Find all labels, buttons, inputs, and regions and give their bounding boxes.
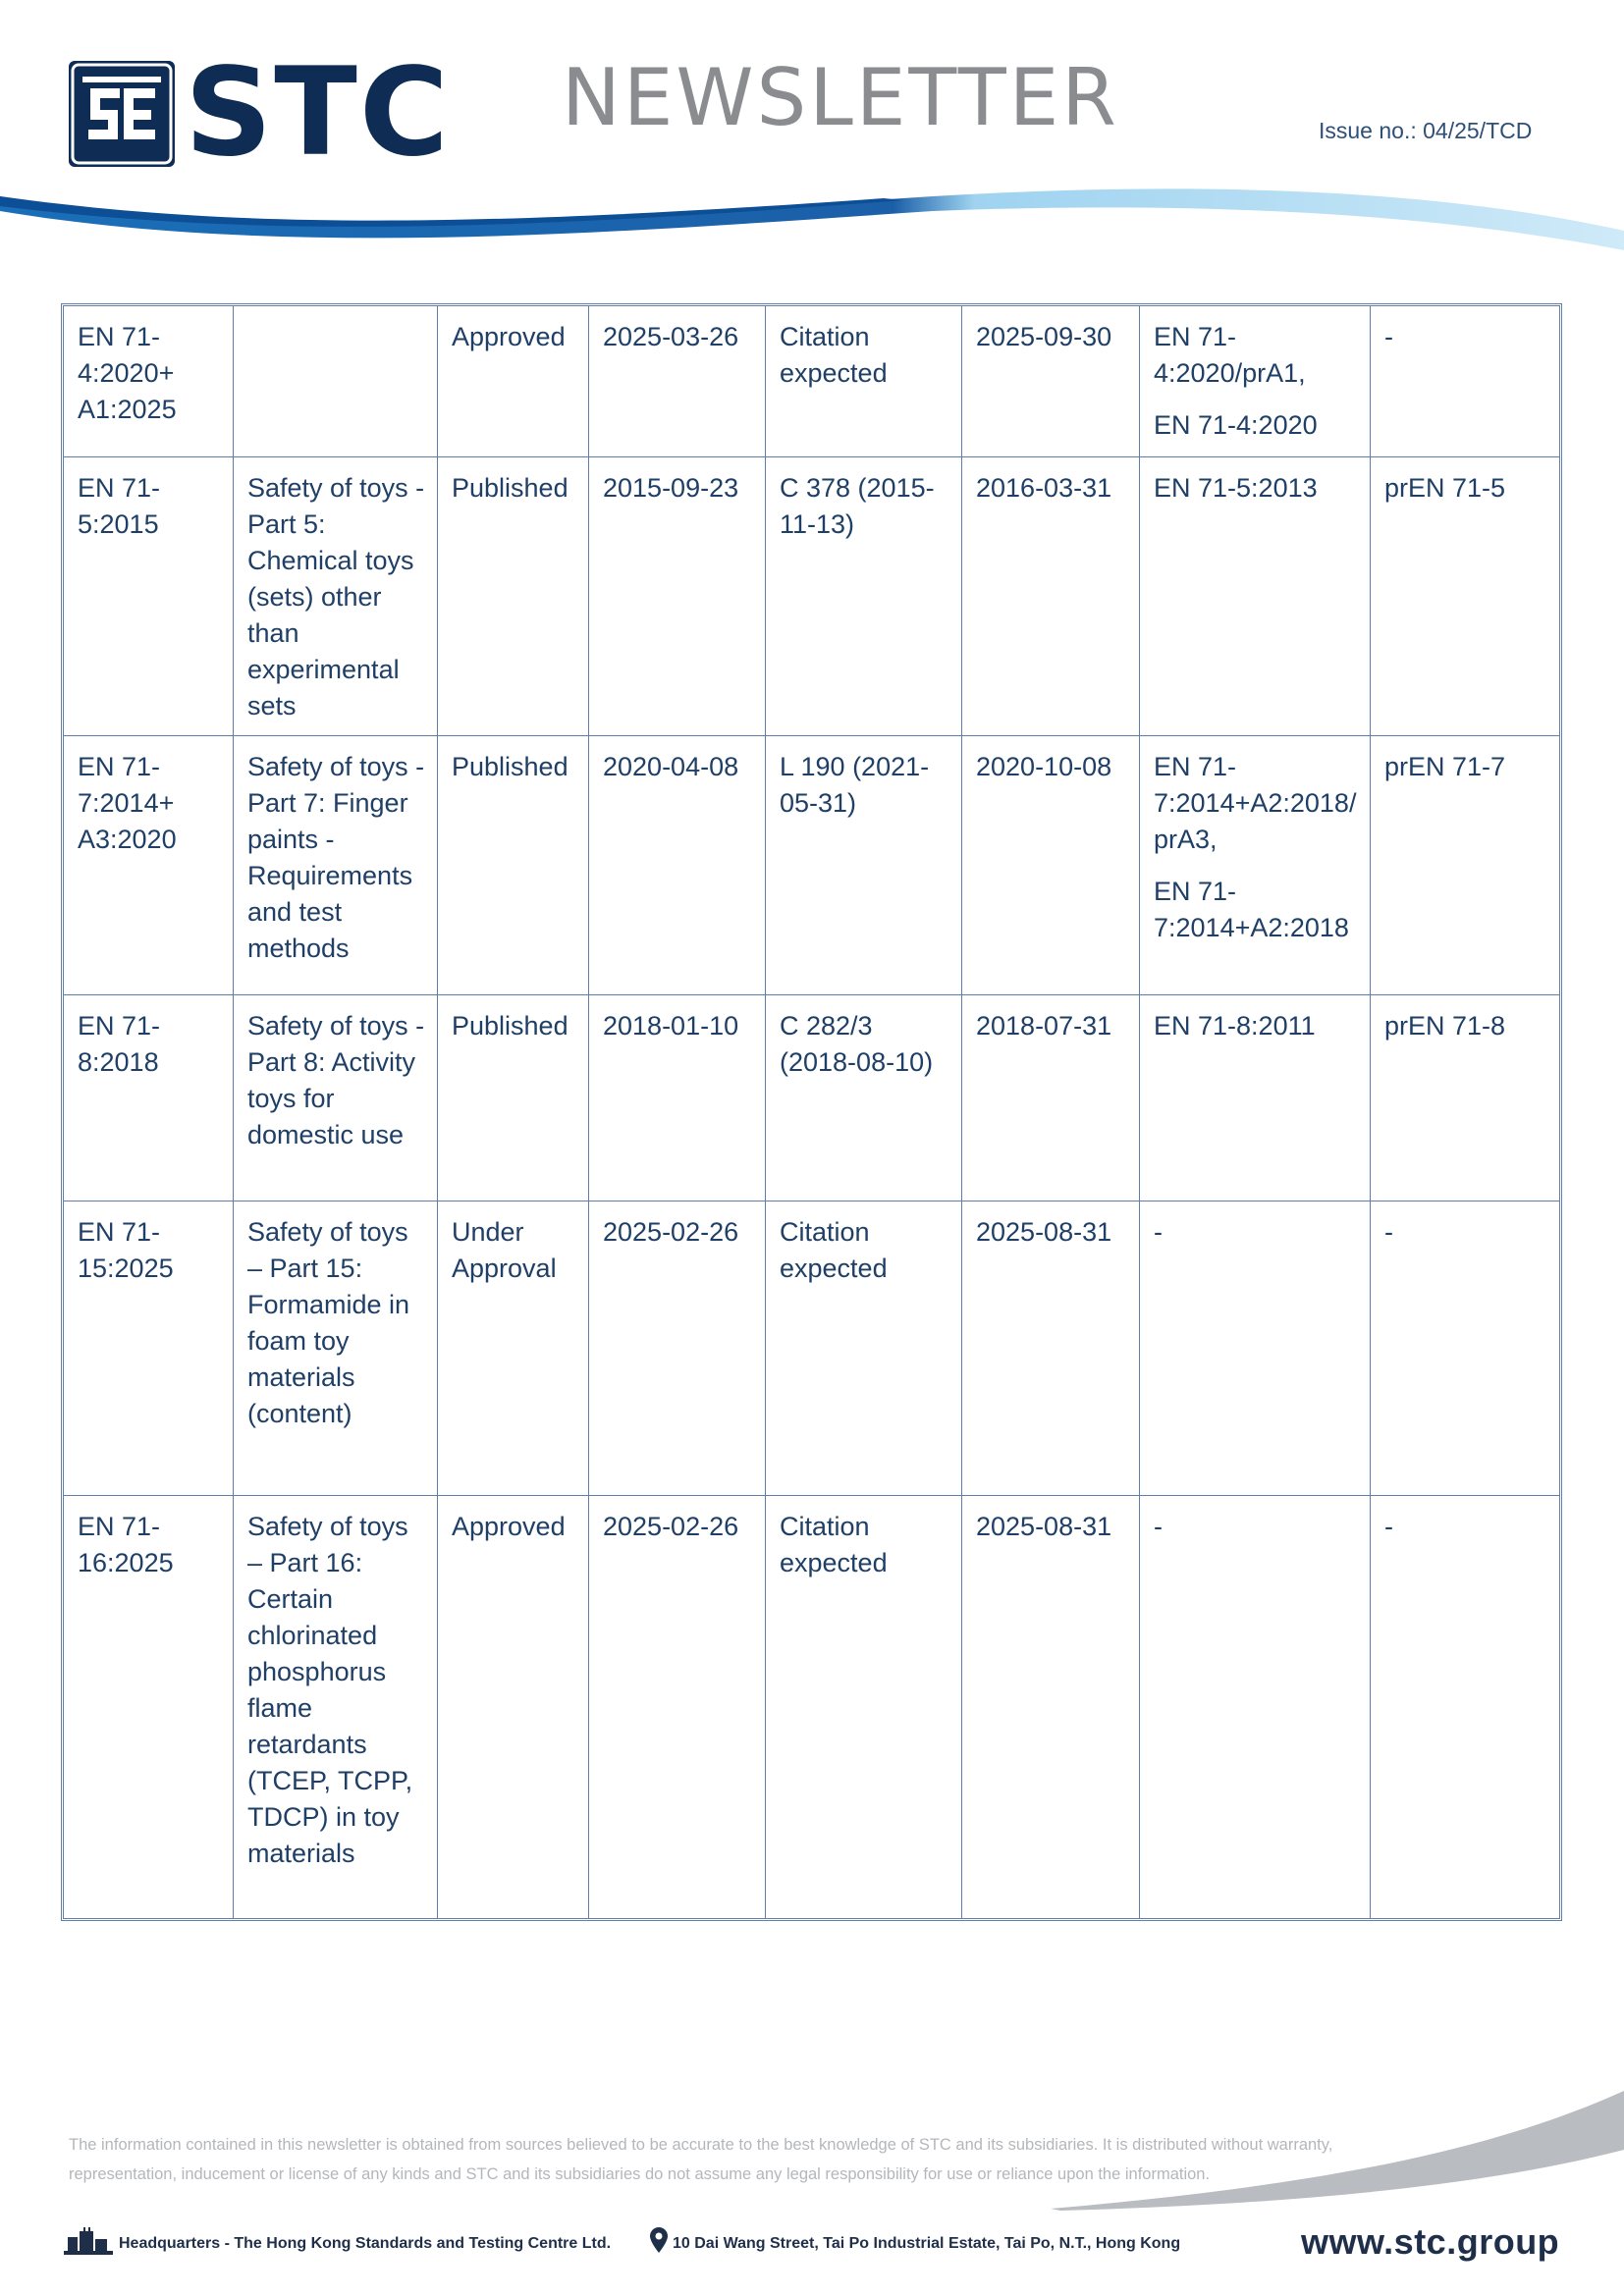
standard-cell: EN 71-5:2015 [64, 457, 234, 736]
table-row [64, 457, 1559, 736]
location-pin-icon [650, 2227, 668, 2258]
status-cell: Published [438, 457, 589, 736]
supersedes-line: EN 71-8:2011 [1154, 1011, 1316, 1041]
date-cell: 2025-03-26 [589, 306, 766, 457]
standards-table [61, 303, 1562, 1921]
supersedes-line: EN 71-7:2014+A2:2018 [1154, 877, 1349, 942]
disclaimer-text: The information contained in this newsletter is obtained from sources believed to be accurate to the best knowledge of STC and its subsidiaries. It is distributed without warranty, representation, inducement or license of any kinds and STC and its subsidiaries do not assume any legal responsibility for use or reliance upon the information. [69, 2136, 1333, 2183]
supersedes-line: EN 71-7:2014+A2:2018/prA3, [1154, 752, 1357, 854]
brand-name: STC [185, 42, 451, 184]
dow-cell: 2025-08-31 [962, 1201, 1140, 1496]
date-cell: 2020-04-08 [589, 736, 766, 995]
supersedes-cell [1140, 457, 1371, 736]
date-cell: 2025-02-26 [589, 1201, 766, 1496]
supersedes-cell [1140, 1201, 1371, 1496]
title-cell: Safety of toys – Part 15: Formamide in foam toy materials (content) [234, 1201, 438, 1496]
supersedes-cell [1140, 995, 1371, 1201]
title-cell: Safety of toys - Part 8: Activity toys for domestic use [234, 995, 438, 1201]
dow-cell: 2025-08-31 [962, 1496, 1140, 1918]
citation-cell: Citation expected [766, 306, 962, 457]
dow-cell: 2020-10-08 [962, 736, 1140, 995]
header-wave-decoration [0, 177, 1624, 265]
page-header [0, 0, 1624, 275]
title-cell [234, 306, 438, 457]
status-cell: Under Approval [438, 1201, 589, 1496]
building-icon [64, 2227, 113, 2260]
newsletter-title: NEWSLETTER [562, 52, 1119, 143]
draft-cell: prEN 71-7 [1371, 736, 1559, 995]
headquarters-label: Headquarters - The Hong Kong Standards and Testing Centre Ltd. [119, 2235, 612, 2252]
title-cell: Safety of toys - Part 5: Chemical toys (sets) other than experimental sets [234, 457, 438, 736]
title-cell: Safety of toys – Part 16: Certain chlorinated phosphorus flame retardants (TCEP, TCPP, TDCP) in toy materials [234, 1496, 438, 1918]
draft-cell: prEN 71-8 [1371, 995, 1559, 1201]
date-cell: 2025-02-26 [589, 1496, 766, 1918]
draft-cell: prEN 71-5 [1371, 457, 1559, 736]
status-cell: Published [438, 736, 589, 995]
stc-logo [69, 42, 461, 184]
supersedes-cell [1140, 1496, 1371, 1918]
citation-cell: C 282/3 (2018-08-10) [766, 995, 962, 1201]
standard-cell: EN 71-4:2020+ A1:2025 [64, 306, 234, 457]
date-cell: 2015-09-23 [589, 457, 766, 736]
standard-cell: EN 71-15:2025 [64, 1201, 234, 1496]
supersedes-line: EN 71-4:2020/prA1, [1154, 322, 1306, 388]
table-row [64, 995, 1559, 1201]
table-row [64, 736, 1559, 995]
status-cell: Approved [438, 1496, 589, 1918]
footer-contact-bar [64, 2221, 1566, 2261]
standard-cell: EN 71-7:2014+ A3:2020 [64, 736, 234, 995]
stc-logo-mark-icon [69, 61, 175, 167]
supersedes-line: EN 71-5:2013 [1154, 473, 1318, 503]
standard-cell: EN 71-8:2018 [64, 995, 234, 1201]
citation-cell: L 190 (2021-05-31) [766, 736, 962, 995]
status-cell: Approved [438, 306, 589, 457]
supersedes-line: - [1154, 1512, 1163, 1541]
draft-cell: - [1371, 306, 1559, 457]
table-row [64, 1201, 1559, 1496]
dow-cell: 2025-09-30 [962, 306, 1140, 457]
table-row [64, 1496, 1559, 1918]
date-cell: 2018-01-10 [589, 995, 766, 1201]
dow-cell: 2016-03-31 [962, 457, 1140, 736]
citation-cell: Citation expected [766, 1496, 962, 1918]
title-cell: Safety of toys - Part 7: Finger paints - Requirements and test methods [234, 736, 438, 995]
address-label: 10 Dai Wang Street, Tai Po Industrial Estate, Tai Po, N.T., Hong Kong [673, 2235, 1181, 2252]
supersedes-line: - [1154, 1217, 1163, 1247]
issue-number: Issue no.: 04/25/TCD [1319, 118, 1533, 143]
draft-cell: - [1371, 1201, 1559, 1496]
supersedes-cell [1140, 736, 1371, 995]
table-row [64, 306, 1559, 457]
supersedes-line: EN 71-4:2020 [1154, 410, 1318, 440]
website-link[interactable]: www.stc.group [1301, 2221, 1560, 2262]
standard-cell: EN 71-16:2025 [64, 1496, 234, 1918]
standards-table-container [61, 303, 1562, 1921]
citation-cell: C 378 (2015-11-13) [766, 457, 962, 736]
draft-cell: - [1384, 1512, 1393, 1541]
dow-cell: 2018-07-31 [962, 995, 1140, 1201]
supersedes-cell [1140, 306, 1371, 457]
citation-cell: Citation expected [766, 1201, 962, 1496]
status-cell: Published [438, 995, 589, 1201]
